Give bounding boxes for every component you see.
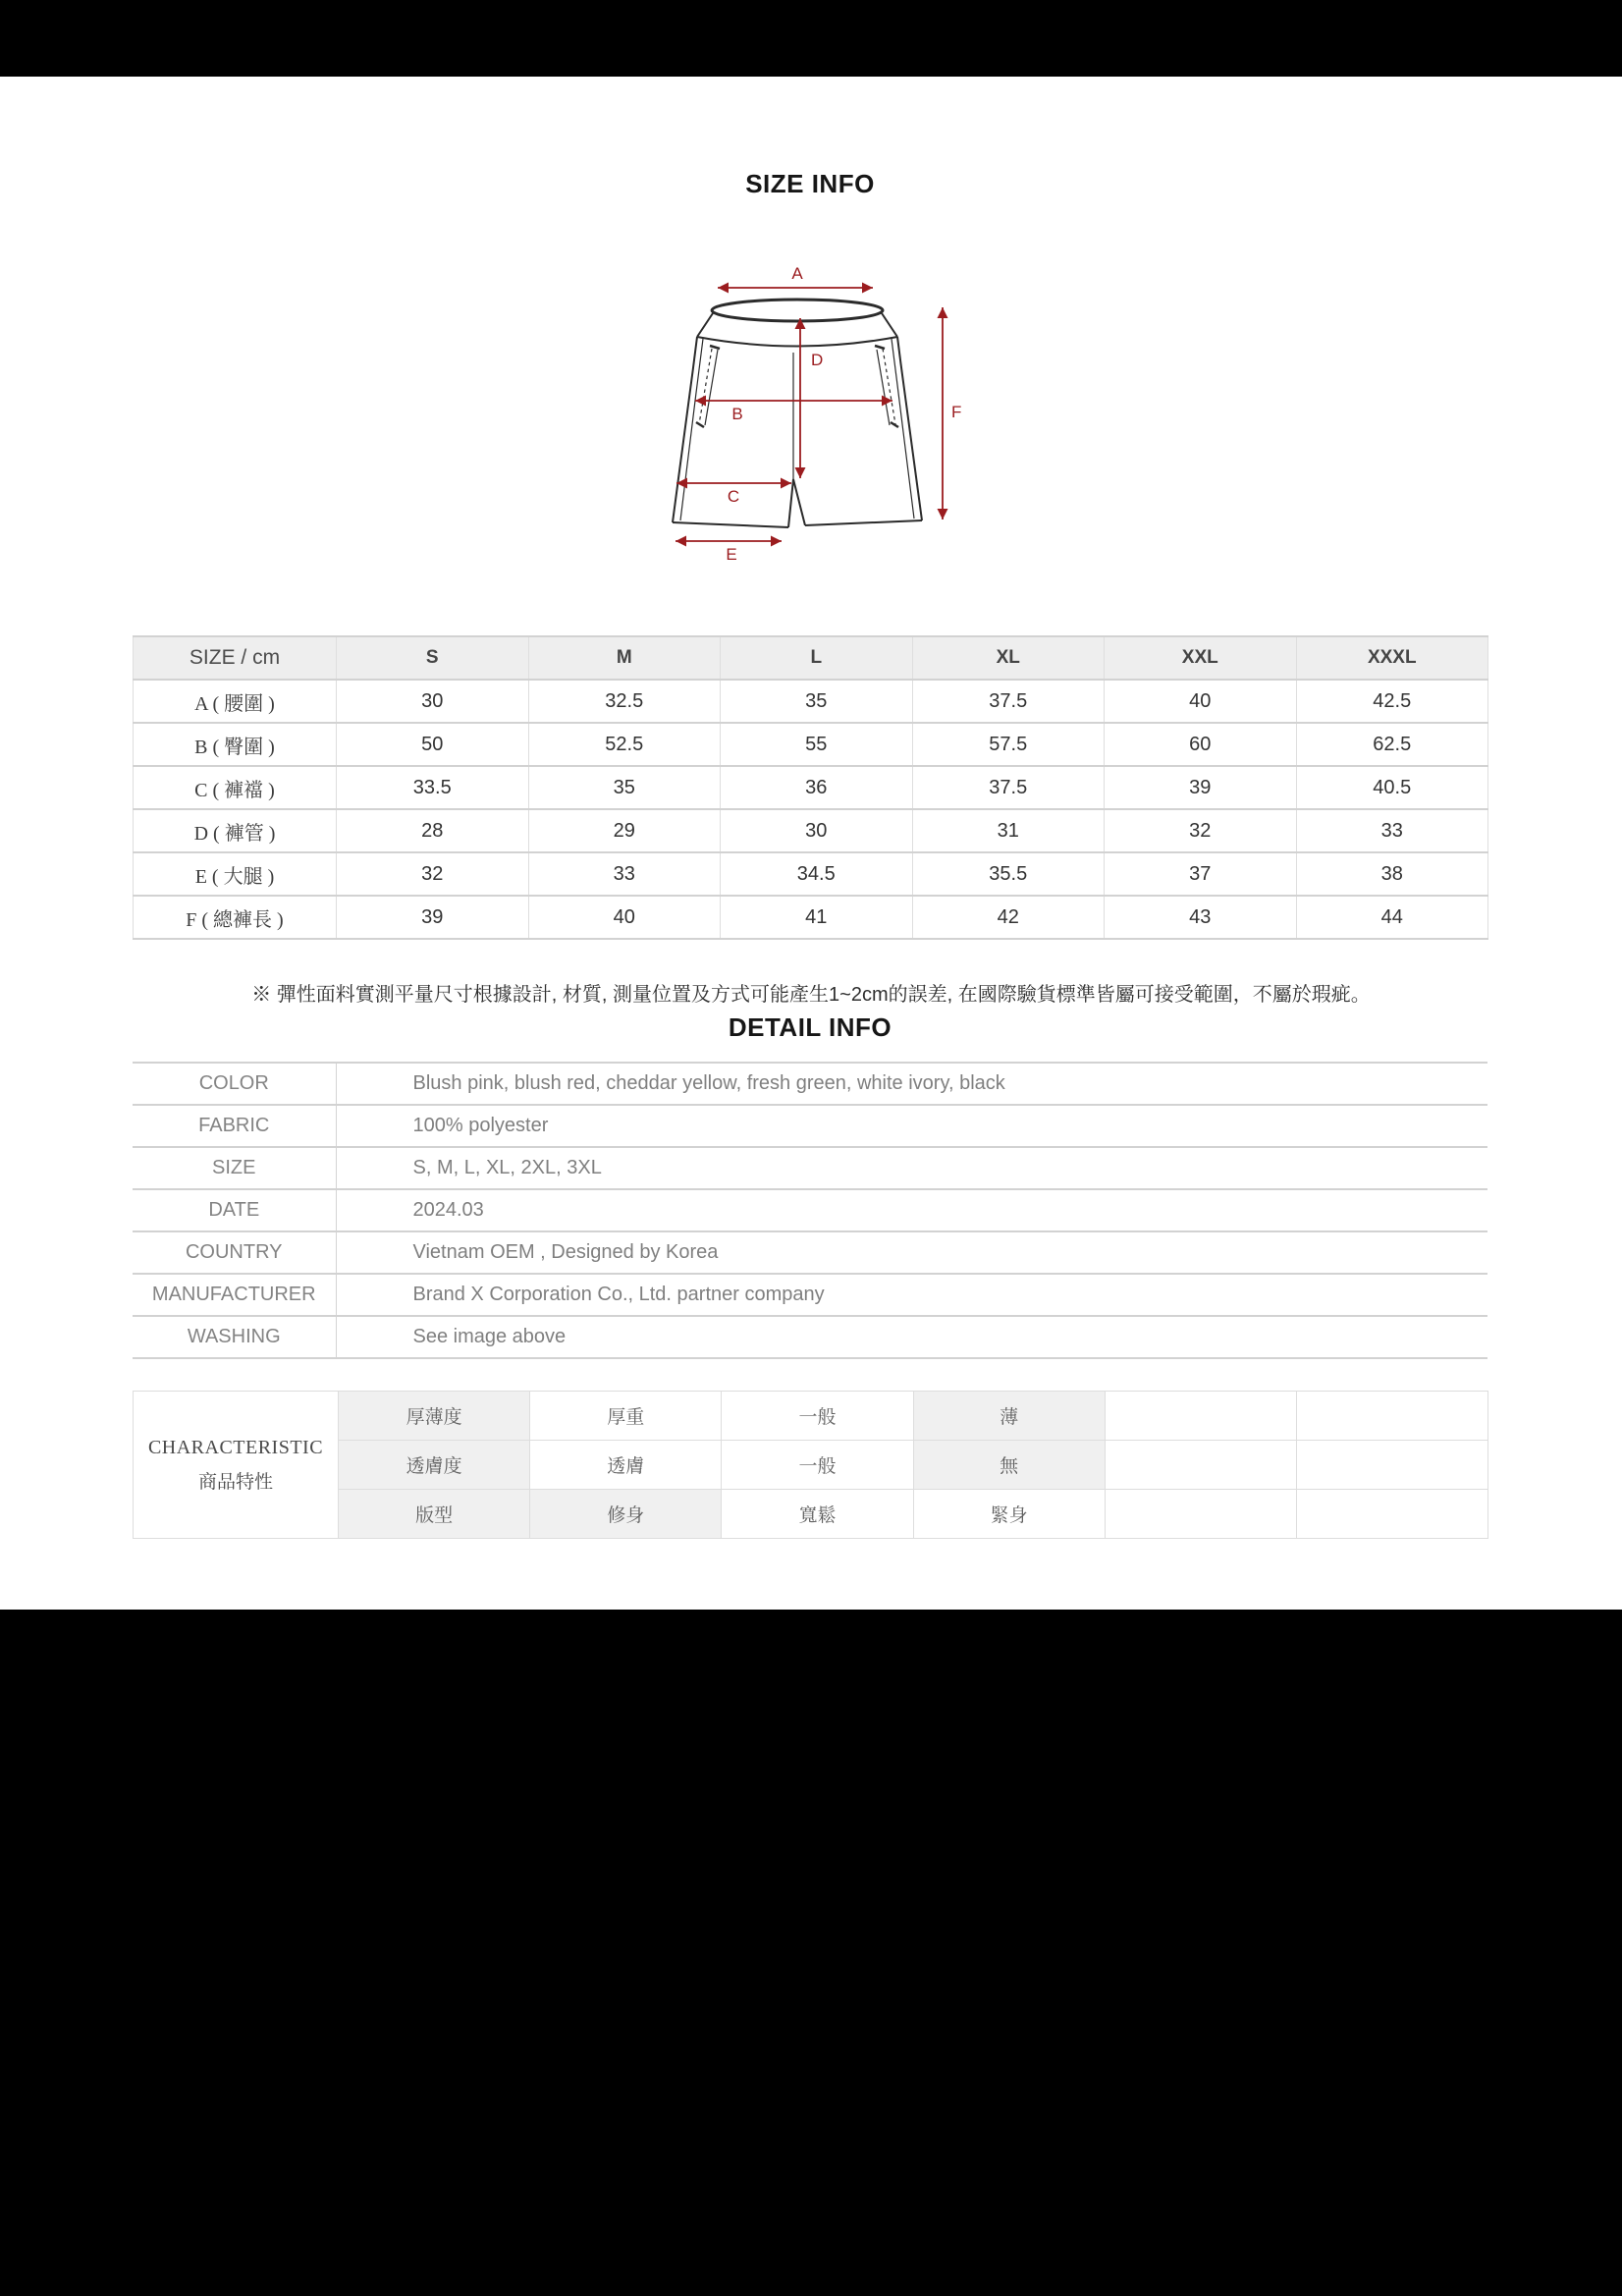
size-table — [133, 635, 1488, 940]
size-value-cell: 33 — [1296, 809, 1488, 852]
detail-row-color — [133, 1063, 1487, 1105]
size-value-cell: 62.5 — [1296, 723, 1488, 766]
detail-info-title: DETAIL INFO — [728, 1012, 892, 1042]
size-value-cell: 29 — [528, 809, 721, 852]
right-pocket-bartack-top — [875, 346, 885, 349]
characteristic-title-en: CHARACTERISTIC — [147, 1436, 324, 1458]
char-option-selected: 無 — [913, 1441, 1105, 1490]
detail-label: COLOR — [133, 1063, 336, 1105]
size-value-cell: 42.5 — [1296, 680, 1488, 723]
right-hem — [805, 520, 922, 525]
size-value-cell: 32 — [1105, 809, 1297, 852]
size-row-label: F ( 總褲長 ) — [134, 896, 337, 939]
left-outer-topstitch — [680, 339, 703, 520]
left-pocket-bartack-top — [710, 346, 720, 349]
waistband-left-edge — [697, 313, 713, 337]
size-col-s: S — [337, 636, 529, 680]
right-pocket — [875, 346, 898, 427]
waistband-right-edge — [882, 313, 897, 337]
size-row-a — [134, 680, 1488, 723]
size-row-d — [134, 809, 1488, 852]
char-option: 緊身 — [913, 1490, 1105, 1539]
characteristic-table — [133, 1391, 1488, 1539]
detail-row-washing — [133, 1316, 1487, 1358]
characteristic-title-zh: 商品特性 — [197, 1471, 273, 1493]
label-c: C — [727, 487, 740, 506]
size-value-cell: 36 — [721, 766, 913, 809]
left-pocket — [696, 346, 720, 427]
waistband-top-ellipse — [712, 300, 883, 321]
char-option: 寬鬆 — [722, 1490, 913, 1539]
size-table-header-row — [134, 636, 1488, 680]
size-value-cell: 32.5 — [528, 680, 721, 723]
size-value-cell: 33 — [528, 852, 721, 896]
detail-label: FABRIC — [133, 1105, 336, 1147]
label-a: A — [791, 264, 803, 283]
size-value-cell: 30 — [337, 680, 529, 723]
size-info-title: SIZE INFO — [745, 169, 875, 198]
right-outer-topstitch — [892, 339, 914, 519]
char-option: 一般 — [722, 1392, 913, 1441]
left-outer-seam — [673, 337, 697, 522]
size-value-cell: 40 — [1105, 680, 1297, 723]
left-pocket-bartack-bottom — [696, 422, 704, 427]
detail-label: SIZE — [133, 1147, 336, 1189]
size-value-cell: 43 — [1105, 896, 1297, 939]
size-row-f — [134, 896, 1488, 939]
size-col-xxl: XXL — [1105, 636, 1297, 680]
shorts-outline — [673, 300, 922, 527]
measurement-labels — [726, 264, 961, 564]
label-e: E — [726, 545, 737, 564]
size-value-cell: 40 — [528, 896, 721, 939]
char-option-empty — [1105, 1490, 1296, 1539]
char-option-selected: 薄 — [913, 1392, 1105, 1441]
detail-value: See image above — [336, 1316, 1487, 1358]
size-value-cell: 30 — [721, 809, 913, 852]
char-option: 厚重 — [530, 1392, 722, 1441]
size-value-cell: 37.5 — [912, 766, 1105, 809]
detail-value: Brand X Corporation Co., Ltd. partner company — [336, 1274, 1487, 1316]
right-outer-seam — [897, 337, 922, 520]
char-header-thickness: 厚薄度 — [339, 1392, 530, 1441]
size-value-cell: 55 — [721, 723, 913, 766]
detail-info-table — [133, 1062, 1487, 1359]
size-value-cell: 35.5 — [912, 852, 1105, 896]
tolerance-note: ※ 彈性面料實測平量尺寸根據設計, 材質, 測量位置及方式可能產生1~2cm的誤差, 在國際驗貨標準皆屬可接受範圍，不屬於瑕疵。 — [251, 984, 1371, 1006]
size-row-e — [134, 852, 1488, 896]
left-hem — [673, 522, 788, 527]
label-f: F — [951, 403, 962, 421]
size-value-cell: 37.5 — [912, 680, 1105, 723]
char-header-sheerness: 透膚度 — [339, 1441, 530, 1490]
size-col-xxxl: XXXL — [1296, 636, 1488, 680]
detail-row-date — [133, 1189, 1487, 1231]
detail-value: Blush pink, blush red, cheddar yellow, fresh green, white ivory, black — [336, 1063, 1487, 1105]
size-value-cell: 35 — [721, 680, 913, 723]
size-row-b — [134, 723, 1488, 766]
size-table-corner-header: SIZE / cm — [134, 636, 337, 680]
size-row-label: A ( 腰圍 ) — [134, 680, 337, 723]
detail-label: COUNTRY — [133, 1231, 336, 1274]
size-value-cell: 40.5 — [1296, 766, 1488, 809]
size-value-cell: 37 — [1105, 852, 1297, 896]
detail-value: S, M, L, XL, 2XL, 3XL — [336, 1147, 1487, 1189]
char-row-thickness — [134, 1392, 1488, 1441]
char-option-empty — [1296, 1490, 1487, 1539]
size-row-label: B ( 臀圍 ) — [134, 723, 337, 766]
size-row-label: E ( 大腿 ) — [134, 852, 337, 896]
size-value-cell: 38 — [1296, 852, 1488, 896]
char-option-empty — [1105, 1392, 1296, 1441]
detail-row-fabric — [133, 1105, 1487, 1147]
size-value-cell: 44 — [1296, 896, 1488, 939]
right-pocket-bartack-bottom — [891, 422, 898, 427]
size-value-cell: 32 — [337, 852, 529, 896]
size-value-cell: 28 — [337, 809, 529, 852]
detail-value: 2024.03 — [336, 1189, 1487, 1231]
top-black-bar — [0, 0, 1622, 77]
bottom-black-bar — [0, 1610, 1622, 2296]
shorts-measurement-diagram — [633, 257, 977, 581]
size-row-label: D ( 褲管 ) — [134, 809, 337, 852]
left-pocket-edge — [705, 350, 718, 425]
characteristic-title-cell — [134, 1392, 339, 1539]
size-value-cell: 50 — [337, 723, 529, 766]
size-value-cell: 42 — [912, 896, 1105, 939]
char-header-fit: 版型 — [339, 1490, 530, 1539]
size-value-cell: 35 — [528, 766, 721, 809]
size-value-cell: 34.5 — [721, 852, 913, 896]
measurement-arrows — [676, 288, 943, 541]
size-value-cell: 39 — [1105, 766, 1297, 809]
right-pocket-edge — [877, 350, 890, 425]
char-option-empty — [1296, 1392, 1487, 1441]
detail-value: 100% polyester — [336, 1105, 1487, 1147]
char-option-selected: 修身 — [530, 1490, 722, 1539]
inner-leg-split — [788, 479, 805, 527]
detail-label: MANUFACTURER — [133, 1274, 336, 1316]
size-value-cell: 60 — [1105, 723, 1297, 766]
size-row-label: C ( 褲襠 ) — [134, 766, 337, 809]
size-value-cell: 39 — [337, 896, 529, 939]
size-col-xl: XL — [912, 636, 1105, 680]
detail-row-country — [133, 1231, 1487, 1274]
detail-value: Vietnam OEM , Designed by Korea — [336, 1231, 1487, 1274]
label-d: D — [811, 351, 824, 369]
left-pocket-stitch-dashed — [699, 349, 712, 424]
waistband-bottom-seam — [697, 337, 897, 347]
char-option: 透膚 — [530, 1441, 722, 1490]
size-row-c — [134, 766, 1488, 809]
size-value-cell: 52.5 — [528, 723, 721, 766]
detail-label: DATE — [133, 1189, 336, 1231]
size-value-cell: 33.5 — [337, 766, 529, 809]
detail-label: WASHING — [133, 1316, 336, 1358]
char-option: 一般 — [722, 1441, 913, 1490]
size-col-l: L — [721, 636, 913, 680]
right-pocket-stitch-dashed — [883, 349, 895, 424]
detail-row-manufacturer — [133, 1274, 1487, 1316]
char-option-empty — [1296, 1441, 1487, 1490]
size-value-cell: 31 — [912, 809, 1105, 852]
size-col-m: M — [528, 636, 721, 680]
char-option-empty — [1105, 1441, 1296, 1490]
detail-row-size — [133, 1147, 1487, 1189]
label-b: B — [731, 405, 743, 423]
size-value-cell: 57.5 — [912, 723, 1105, 766]
size-value-cell: 41 — [721, 896, 913, 939]
